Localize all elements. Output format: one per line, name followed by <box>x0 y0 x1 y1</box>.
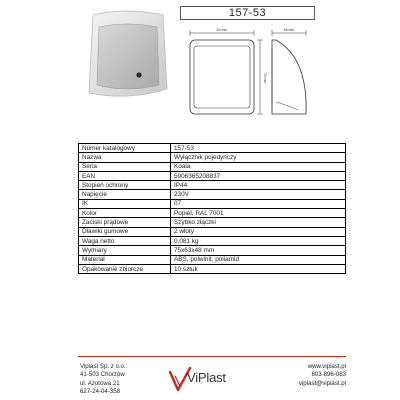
spec-row <box>79 264 346 273</box>
spec-value: 2 wloty <box>171 227 346 236</box>
spec-row <box>79 218 346 227</box>
spec-key: Materiał <box>79 255 171 264</box>
spec-row <box>79 209 346 218</box>
spec-key: Kolor <box>79 209 171 218</box>
spec-row <box>79 227 346 236</box>
spec-row <box>79 153 346 162</box>
spec-value: 5906365208837 <box>171 171 346 180</box>
spec-key: EAN <box>79 171 171 180</box>
spec-row <box>79 144 346 153</box>
spec-row <box>79 246 346 255</box>
spec-key: Waga netto <box>79 236 171 245</box>
catalog-code-header: 157-53 <box>180 6 315 20</box>
spec-row <box>79 181 346 190</box>
spec-key: Dławiki gumowe <box>79 227 171 236</box>
spec-value: IP44 <box>171 181 346 190</box>
email-link[interactable]: viplast@viplast.pl <box>298 379 346 387</box>
technical-drawing <box>180 22 315 122</box>
width-dimension-label: 63 mm <box>216 28 228 32</box>
spec-row <box>79 171 346 180</box>
address-line: 627-24-04-358 <box>80 387 120 395</box>
spec-row <box>79 255 346 264</box>
company-contact <box>299 363 346 388</box>
spec-key: Zaciski prądowe <box>79 218 171 227</box>
spec-value: 157-53 <box>171 144 346 153</box>
spec-value: Koala <box>171 162 346 171</box>
spec-row <box>79 190 346 199</box>
spec-value: 0,081 kg <box>171 236 346 245</box>
spec-key: Opakowanie zbiorcze <box>79 264 171 273</box>
spec-key: Numer katalogowy <box>79 144 171 153</box>
spec-value: 10 sztuk <box>171 264 346 273</box>
spec-value: 230V <box>171 190 346 199</box>
spec-row <box>79 162 346 171</box>
height-dimension-label: 75 mm <box>263 72 267 84</box>
spec-key: IK <box>79 199 171 208</box>
spec-value: Wyłącznik pojedynczy <box>171 153 346 162</box>
company-logo-text: ViPlast <box>187 370 226 385</box>
spec-value: ABS, polwinit, poliamid <box>171 255 346 264</box>
spec-value: Popiel, RAL 7001 <box>171 209 346 218</box>
footer-divider <box>78 356 346 357</box>
spec-value: 07 <box>171 199 346 208</box>
spec-key: Nazwa <box>79 153 171 162</box>
spec-table <box>78 143 346 274</box>
spec-row <box>79 199 346 208</box>
product-photo <box>79 5 171 110</box>
spec-key: Napięcie <box>79 190 171 199</box>
company-address <box>80 363 126 396</box>
spec-key: Stopień ochrony <box>79 181 171 190</box>
depth-dimension-label: 48 mm <box>283 28 295 32</box>
spec-value: Szybko złączki <box>171 218 346 227</box>
spec-key: Seria <box>79 162 171 171</box>
spec-row <box>79 236 346 245</box>
address-line: ul. Azotowa 21 <box>80 379 120 387</box>
phone-number: 603-896-083 <box>311 371 346 379</box>
website-link[interactable]: www.viplast.pl <box>307 363 346 370</box>
spec-key: Wymiary <box>79 246 171 255</box>
spec-value: 75x63x48 mm <box>171 246 346 255</box>
address-line: 41-503 Chorzów <box>80 371 125 379</box>
address-line: Viplast Sp. z o.o. <box>80 363 126 370</box>
